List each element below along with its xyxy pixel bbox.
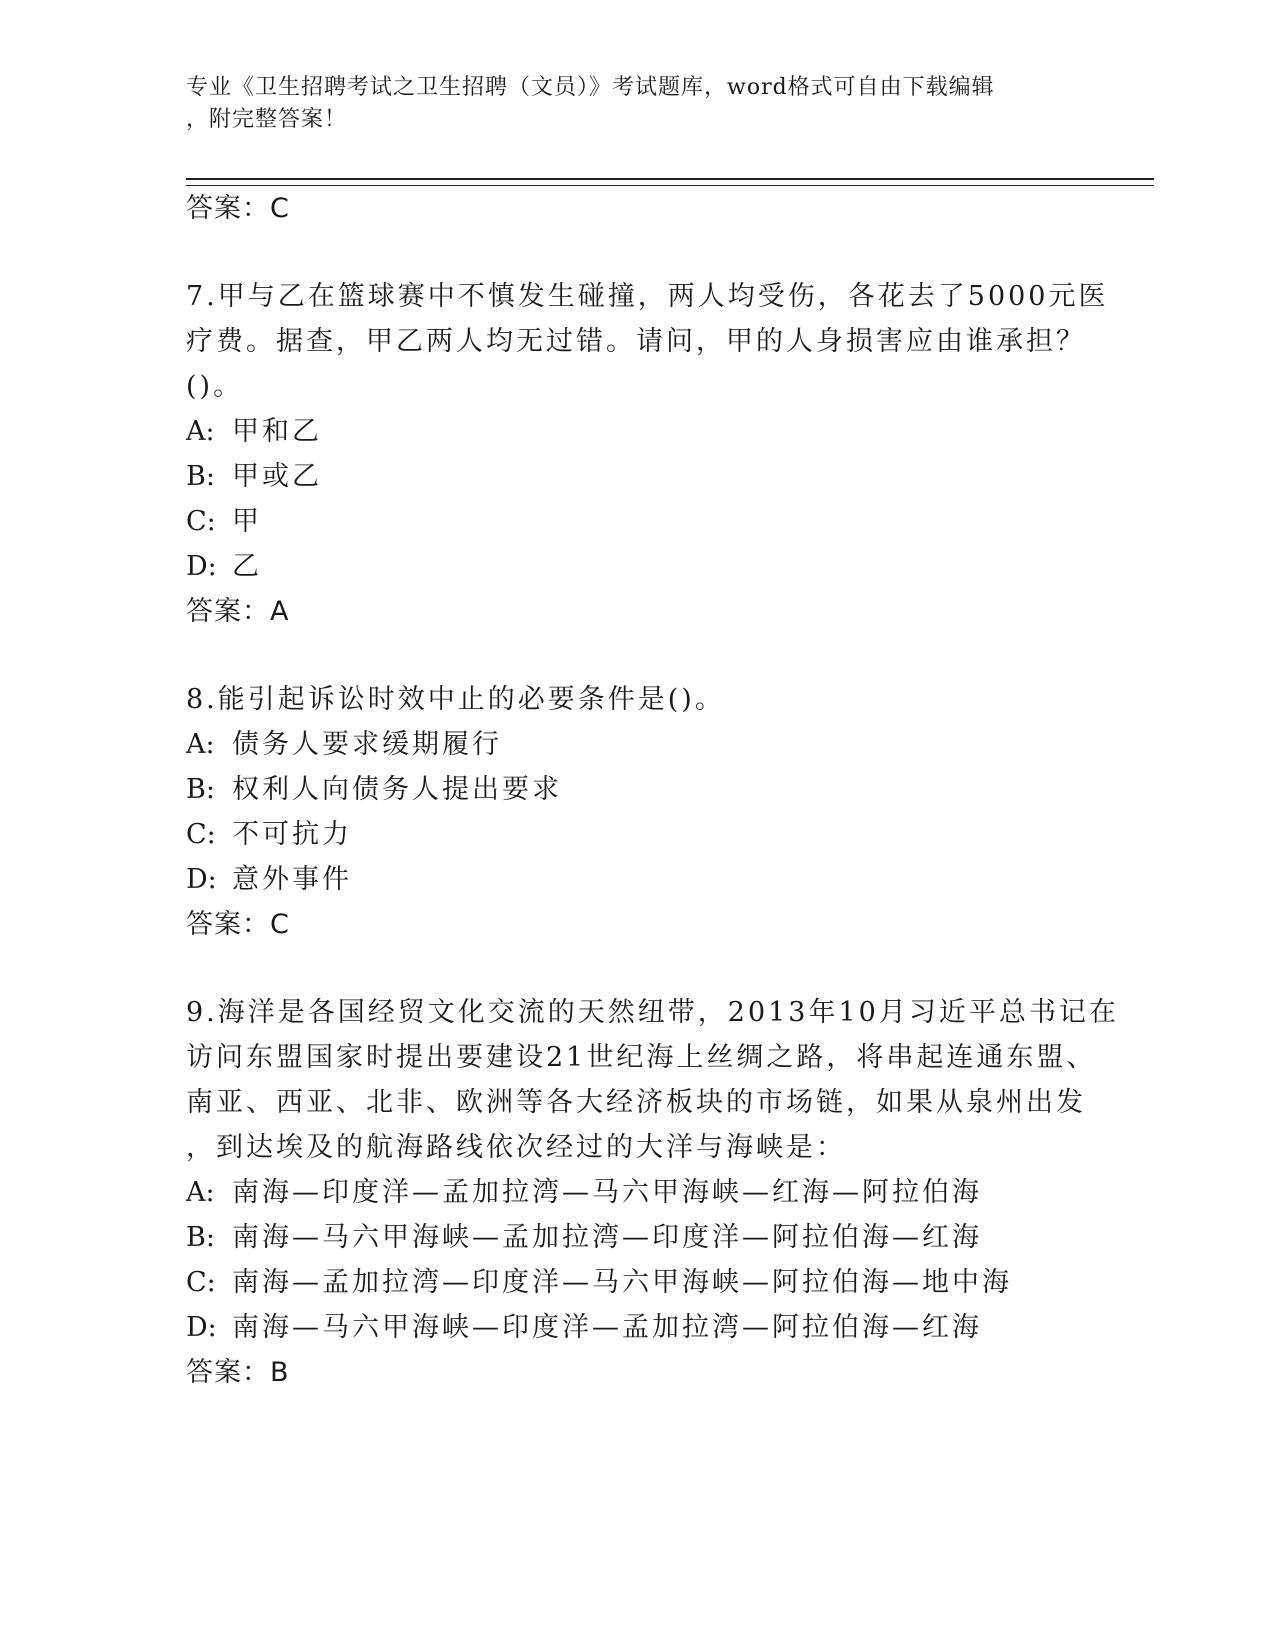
option-text: 债务人要求缓期履行 — [232, 729, 502, 760]
option-key: D: — [186, 551, 217, 582]
option-text: 南海—印度洋—孟加拉湾—马六甲海峡—红海—阿拉伯海 — [232, 1177, 982, 1208]
option-text: 乙 — [232, 551, 262, 582]
option-a — [186, 409, 1086, 454]
option-text: 权利人向债务人提出要求 — [232, 774, 562, 805]
option-a — [186, 1170, 1086, 1215]
option-key: A: — [186, 729, 215, 760]
option-b — [186, 454, 1086, 499]
header-divider — [186, 178, 1154, 186]
option-key: C: — [186, 819, 216, 850]
option-d — [186, 544, 1086, 589]
header-line-2: ，附完整答案！ — [186, 107, 348, 132]
answer-line: 答案：C — [186, 909, 290, 940]
page-header — [186, 72, 1086, 136]
option-key: B: — [186, 774, 215, 805]
option-d — [186, 1305, 1086, 1350]
option-key: B: — [186, 1222, 215, 1253]
question-text-line: 疗费。据查，甲乙两人均无过错。请问，甲的人身损害应由谁承担？ — [186, 326, 1086, 357]
option-key: A: — [186, 1177, 215, 1208]
question-text-line: ()。 — [186, 371, 244, 402]
option-key: C: — [186, 506, 216, 537]
option-c — [186, 1260, 1086, 1305]
answer-line: 答案：B — [186, 1357, 290, 1388]
option-b — [186, 1215, 1086, 1260]
option-key: C: — [186, 1267, 216, 1298]
question-text-line: 南亚、西亚、北非、欧洲等各大经济板块的市场链，如果从泉州出发 — [186, 1087, 1086, 1118]
option-text: 甲或乙 — [232, 461, 322, 492]
option-b — [186, 767, 1086, 812]
option-key: D: — [186, 864, 217, 895]
option-text: 甲 — [232, 506, 262, 537]
option-key: D: — [186, 1312, 217, 1343]
question-text-line: 8.能引起诉讼时效中止的必要条件是()。 — [186, 684, 725, 715]
answer-line: 答案：C — [186, 193, 290, 224]
header-line-1: 专业《卫生招聘考试之卫生招聘（文员）》考试题库，word格式可自由下载编辑 — [186, 75, 995, 100]
option-d — [186, 857, 1086, 902]
question-text-line: 7.甲与乙在篮球赛中不慎发生碰撞，两人均受伤，各花去了5000元医 — [186, 281, 1109, 312]
question-block — [186, 990, 1119, 1395]
option-text: 南海—孟加拉湾—印度洋—马六甲海峡—阿拉伯海—地中海 — [232, 1267, 1012, 1298]
document-body — [186, 186, 1119, 1395]
question-text-line: 9.海洋是各国经贸文化交流的天然纽带，2013年10月习近平总书记在 — [186, 997, 1119, 1028]
option-text: 南海—马六甲海峡—孟加拉湾—印度洋—阿拉伯海—红海 — [232, 1222, 982, 1253]
question-block — [186, 274, 1109, 634]
option-key: B: — [186, 461, 215, 492]
question-text-line: ，到达埃及的航海路线依次经过的大洋与海峡是： — [186, 1132, 846, 1163]
option-c — [186, 812, 1086, 857]
answer-line: 答案：A — [186, 596, 290, 627]
option-text: 不可抗力 — [232, 819, 352, 850]
option-key: A: — [186, 416, 215, 447]
option-text: 甲和乙 — [232, 416, 322, 447]
question-block — [186, 677, 1086, 947]
option-text: 南海—马六甲海峡—印度洋—孟加拉湾—阿拉伯海—红海 — [232, 1312, 982, 1343]
question-text-line: 访问东盟国家时提出要建设21世纪海上丝绸之路，将串起连通东盟、 — [186, 1042, 1097, 1073]
option-c — [186, 499, 1086, 544]
option-text: 意外事件 — [232, 864, 352, 895]
option-a — [186, 722, 1086, 767]
